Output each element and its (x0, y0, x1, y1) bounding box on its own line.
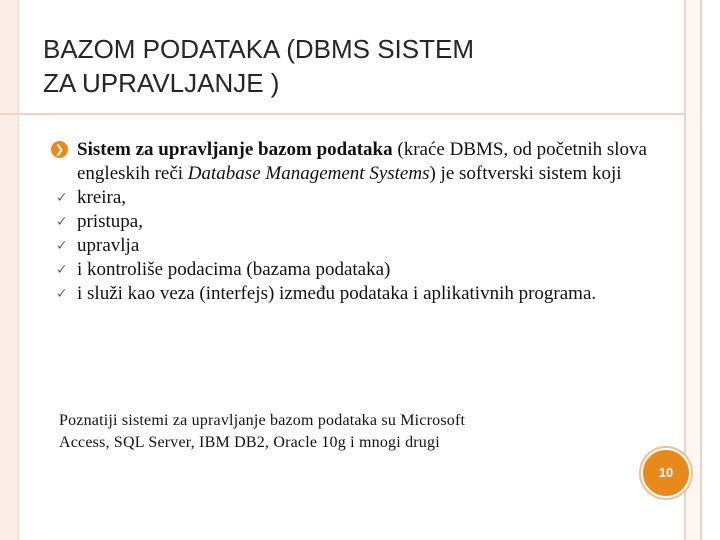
list-item-text: pristupa, (77, 211, 143, 232)
footnote-text: Poznatiji sistemi za upravljanje bazom podataka su Microsoft Access, SQL Server, IBM DB2, Oracle 10g i mnogi drugi (59, 412, 466, 451)
page-number-badge: 10 (641, 448, 691, 498)
slide-title (43, 32, 643, 100)
check-icon: ✓ (56, 262, 68, 278)
list-item (55, 234, 683, 258)
lead-text-2: ) je softverski sistem koji (429, 163, 622, 184)
title-divider (0, 113, 684, 115)
lead-text-1: (kraće DBMS, od početnih slova engleskih reči (77, 139, 647, 184)
list-item (55, 210, 683, 234)
lead-bold: Sistem za upravljanje bazom podataka (77, 139, 393, 160)
left-decor-band (0, 0, 19, 540)
list-item-text: kreira, (77, 187, 127, 208)
check-icon: ✓ (56, 238, 68, 254)
circle-chevron-icon: ❯ (51, 141, 68, 158)
title-line-1: BAZOM PODATAKA (DBMS SISTEM (43, 34, 474, 64)
list-item (55, 282, 683, 306)
list-item-text: i služi kao veza (interfejs) između podataka i aplikativnih programa. (77, 283, 597, 304)
list-item (55, 258, 683, 282)
list-item (55, 186, 683, 210)
list-item-text: i kontroliše podacima (bazama podataka) (77, 259, 391, 280)
title-line-2: ZA UPRAVLJANJE ) (43, 68, 280, 98)
lead-paragraph (55, 138, 683, 186)
check-icon: ✓ (56, 214, 68, 230)
check-icon: ✓ (56, 286, 68, 302)
lead-text (77, 138, 683, 186)
list-item-text: upravlja (77, 235, 140, 256)
lead-italic: Database Management Systems (187, 163, 430, 184)
check-icon: ✓ (56, 190, 68, 206)
slide-body (55, 138, 683, 306)
